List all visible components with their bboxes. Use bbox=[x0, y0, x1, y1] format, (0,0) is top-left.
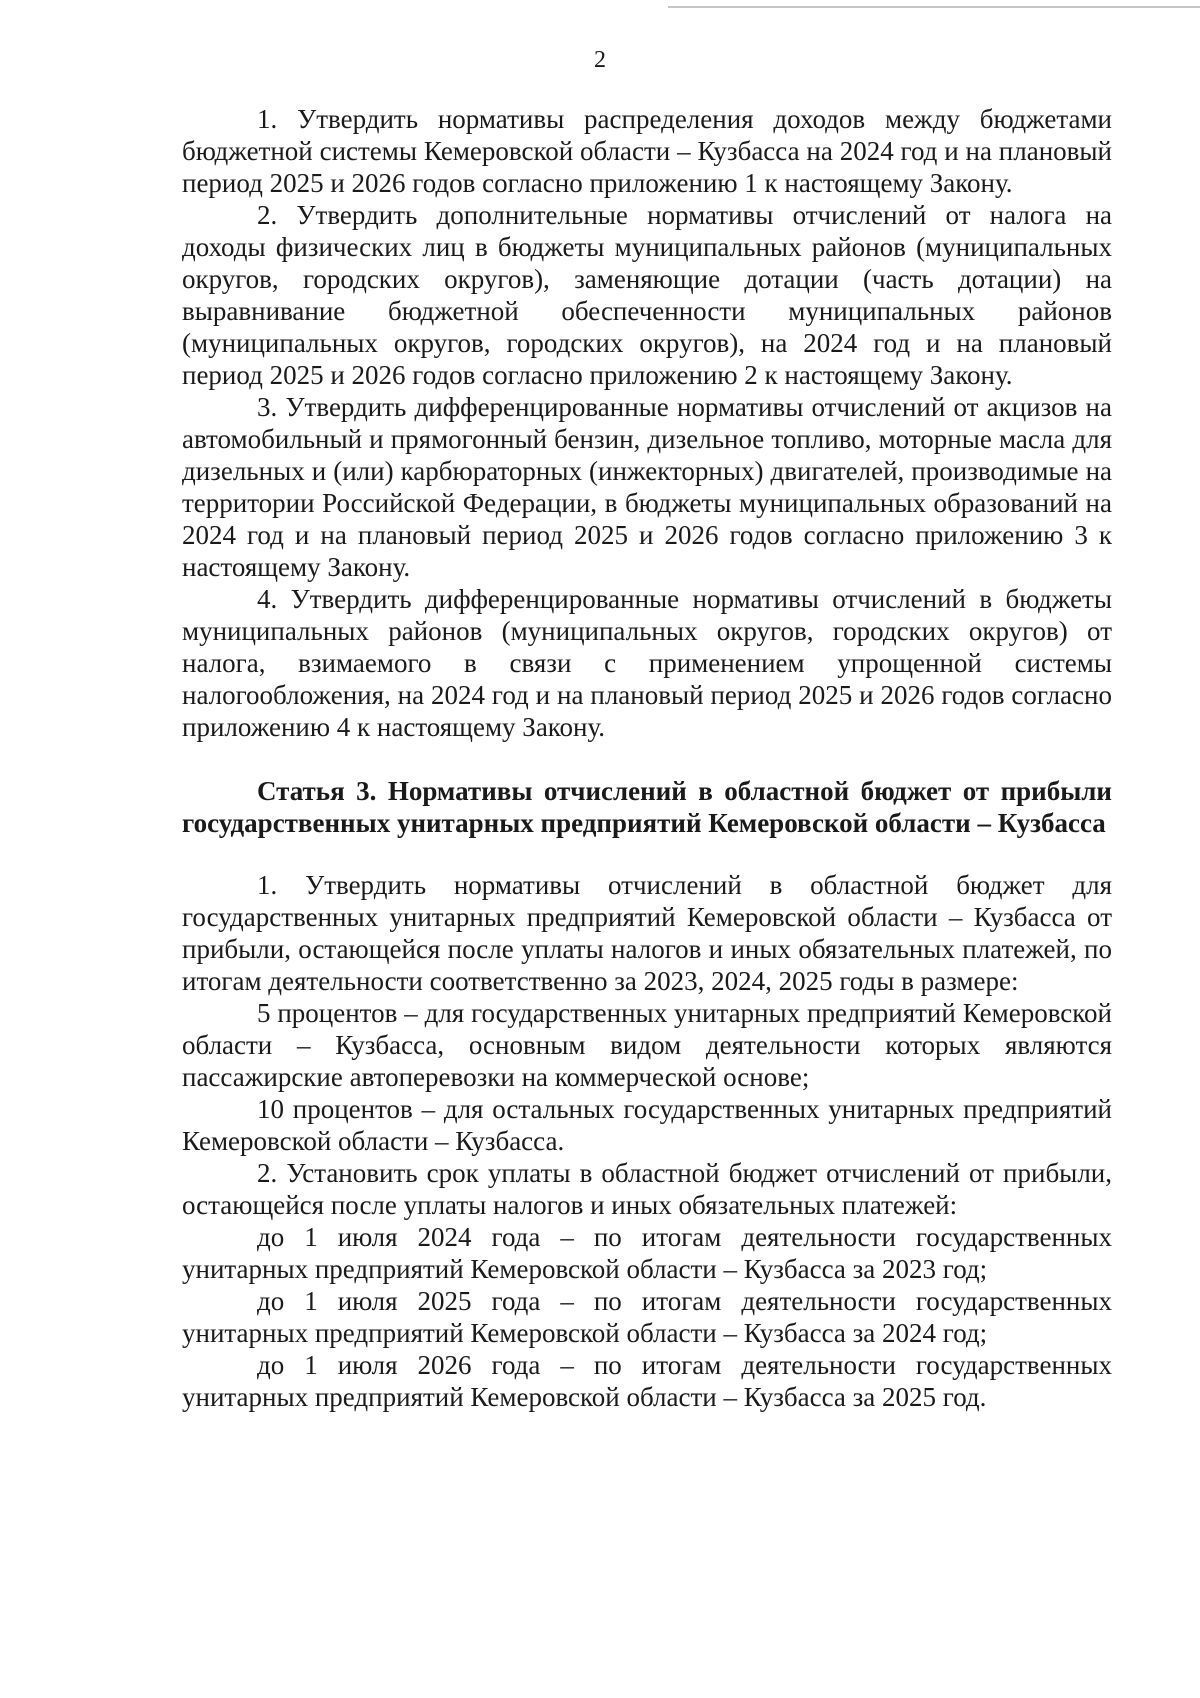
scan-top-rule bbox=[668, 6, 1200, 8]
paragraph-3-1-item-10-percent: 10 процентов – для остальных государственных унитарных предприятий Кемеровской области – Кузбасса. bbox=[182, 1094, 1112, 1156]
paragraph-3-1-item-5-percent: 5 процентов – для государственных унитарных предприятий Кемеровской области – Кузбасса, основным видом деятельности которых являются пассажирские автоперевозки на коммерческой основе; bbox=[182, 998, 1112, 1092]
paragraph-2-2: 2. Утвердить дополнительные нормативы отчислений от налога на доходы физических лиц в бюджеты муниципальных районов (муниципальных округов, городских округов), заменяющие дотации (часть дотации) на выравнивание бюджетной обеспеченности муниципальных районов (муниципальных округов, городских округов), на 2024 год и на плановый период 2025 и 2026 годов согласно приложению 2 к настоящему Закону. bbox=[182, 200, 1112, 390]
article-3-heading: Статья 3. Нормативы отчислений в областной бюджет от прибыли государственных унитарных предприятий Кемеровской области – Кузбасса bbox=[182, 776, 1112, 838]
paragraph-3-2-deadline-2026: до 1 июля 2026 года – по итогам деятельности государственных унитарных предприятий Кемеровской области – Кузбасса за 2025 год. bbox=[182, 1350, 1112, 1412]
paragraph-3-2-deadline-2024: до 1 июля 2024 года – по итогам деятельности государственных унитарных предприятий Кемеровской области – Кузбасса за 2023 год; bbox=[182, 1222, 1112, 1284]
page-number: 2 bbox=[594, 47, 606, 73]
paragraph-3-2-deadline-2025: до 1 июля 2025 года – по итогам деятельности государственных унитарных предприятий Кемеровской области – Кузбасса за 2024 год; bbox=[182, 1286, 1112, 1348]
paragraph-3-1: 1. Утвердить нормативы отчислений в областной бюджет для государственных унитарных предприятий Кемеровской области – Кузбасса от прибыли, остающейся после уплаты налогов и иных обязательных платежей, по итогам деятельности соответственно за 2023, 2024, 2025 годы в размере: bbox=[182, 870, 1112, 996]
paragraph-2-1: 1. Утвердить нормативы распределения доходов между бюджетами бюджетной системы Кемеровской области – Кузбасса на 2024 год и на плановый период 2025 и 2026 годов согласно приложению 1 к настоящему Закону. bbox=[182, 104, 1112, 198]
paragraph-3-2: 2. Установить срок уплаты в областной бюджет отчислений от прибыли, остающейся после уплаты налогов и иных обязательных платежей: bbox=[182, 1158, 1112, 1220]
paragraph-2-4: 4. Утвердить дифференцированные нормативы отчислений в бюджеты муниципальных районов (муниципальных округов, городских округов) от налога, взимаемого в связи с применением упрощенной системы налогообложения, на 2024 год и на плановый период 2025 и 2026 годов согласно приложению 4 к настоящему Закону. bbox=[182, 584, 1112, 742]
document-body bbox=[182, 103, 1112, 1413]
paragraph-2-3: 3. Утвердить дифференцированные нормативы отчислений от акцизов на автомобильный и прямогонный бензин, дизельное топливо, моторные масла для дизельных и (или) карбюраторных (инжекторных) двигателей, производимые на территории Российской Федерации, в бюджеты муниципальных образований на 2024 год и на плановый период 2025 и 2026 годов согласно приложению 3 к настоящему Закону. bbox=[182, 392, 1112, 582]
